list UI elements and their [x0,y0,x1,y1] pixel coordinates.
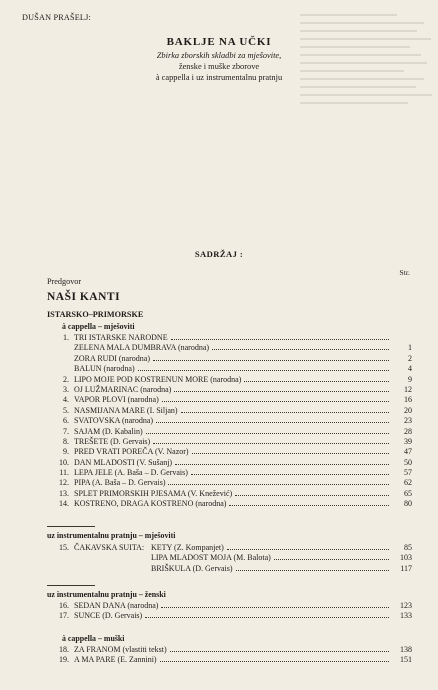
book-subtitle-line-2: ženske i muške zborove [178,62,260,71]
page-column-label: Str. [399,268,410,277]
toc-entry: 13. SPLET PRIMORSKIH PJESAMA (V. Knežević) 65 [59,488,412,498]
toc-entry: 5. NASMIJANA MARE (I. Siljan) 20 [63,405,412,415]
toc-entry: 11. LEPA JELE (A. Baša – D. Gervais) 57 [59,468,412,478]
toc-entry: 3. OJ LUŽMARINAC (narodna) 12 [63,384,412,394]
author-header: DUŠAN PRAŠELJ: [22,13,91,22]
toc-list [47,333,412,510]
toc-entry: LIPA MLADOST MOJA (M. Balota) 103 [151,553,412,563]
group-heading: uz instrumentalnu pratnju – mješoviti [47,531,176,540]
section-title: NAŠI KANTI [47,291,121,303]
toc-entry: 2. LIPO MOJE POD KOSTRENUN MORE (narodna) 9 [63,374,412,384]
toc-entry: BALUN (narodna) 4 [74,364,412,374]
toc-entry: 19. A MA PARE (E. Zannini) 151 [59,655,412,665]
group-heading: uz instrumentalnu pratnju – ženski [47,590,166,599]
book-subtitle-line-3: à cappella i uz instrumentalnu pratnju [155,73,283,82]
divider [47,526,95,527]
toc-entry: ZORA RUDI (narodna) 2 [74,353,412,363]
preface-entry: Predgovor [47,277,82,286]
toc-entry: 14. KOSTRENO, DRAGA KOSTRENO (narodna) 80 [59,499,412,509]
toc-entry: ZELENA MALA DUMBRAVA (narodna) 1 [74,343,412,353]
toc-entry: 16. SEDAN DANA (narodna) 123 [59,601,412,610]
book-title: BAKLJE NA UČKI [166,36,272,48]
group-heading: à cappella – muški [62,634,125,643]
toc-entry: 9. PRED VRATI POREČA (V. Nazor) 47 [63,447,412,457]
toc-entry: 18. ZA FRANOM (vlastiti tekst) 138 [59,645,412,654]
toc-entry: 7. SAJAM (D. Kabalin) 28 [63,426,412,436]
toc-list [47,601,412,622]
toc-entry: 15. ČAKAVSKA SUITA: KETY (Z. Kompanjet) 85 [59,543,412,552]
toc-list [47,645,412,666]
toc-list [47,543,412,574]
contents-title: SADRŽAJ : [194,249,244,259]
group-heading: à cappella – mješoviti [62,322,135,331]
toc-entry: 12. PIPA (A. Baša – D. Gervais) 62 [59,478,412,488]
toc-entry: 1. TRI ISTARSKE NARODNE [47,333,412,343]
toc-entry: 17. SUNCE (D. Gervais) 133 [59,611,412,621]
toc-entry: 4. VAPOR PLOVI (narodna) 16 [63,395,412,405]
toc-entry: BRIŠKULA (D. Gervais) 117 [151,563,412,573]
toc-entry: 10. DAN MLADOSTI (V. Sušanj) 50 [59,457,412,467]
subsection-title: ISTARSKO–PRIMORSKE [47,310,144,319]
toc-entry: 8. TREŠETE (D. Gervais) 39 [63,436,412,446]
book-subtitle-line-1: Zbirka zborskih skladbi za mješovite, [156,51,282,60]
toc-entry: 6. SVATOVSKA (narodna) 23 [63,416,412,426]
divider [47,585,95,586]
